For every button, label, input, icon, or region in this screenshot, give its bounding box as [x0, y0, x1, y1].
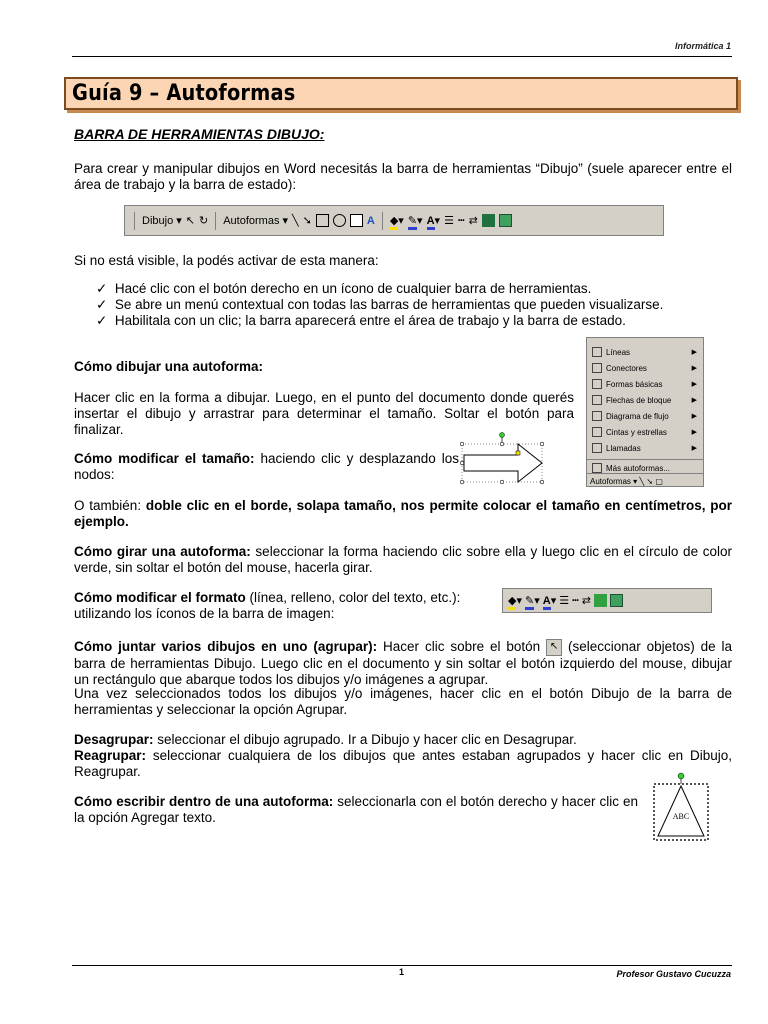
page-title: Guía 9 – Autoformas [72, 81, 296, 106]
textbox-icon[interactable] [350, 214, 363, 227]
menu-item-cintas[interactable]: Cintas y estrellas ▶ [587, 424, 703, 440]
arrow-style-icon[interactable]: ⇄ [468, 215, 478, 227]
escribir-paragraph: Cómo escribir dentro de una autoforma: seleccionarla con el botón derecho y hacer clic en la opción Agregar texto. [74, 794, 638, 825]
3d-icon[interactable] [499, 214, 512, 227]
connectors-icon [592, 363, 602, 373]
intro-paragraph: Para crear y manipular dibujos en Word necesitás la barra de herramientas “Dibujo” (suele aparecer entre el área de trabajo y la barra de estado): [74, 161, 732, 192]
menu-item-lineas[interactable]: Líneas ▶ [587, 344, 703, 360]
arrow-icon[interactable]: ➘ [302, 215, 312, 227]
line-color-icon[interactable]: ✎▾ [408, 214, 423, 227]
formato-paragraph: Cómo modificar el formato (línea, relleno, color del texto, etc.): utilizando los íconos de la barra de imagen: [74, 590, 461, 621]
menu-item-conectores[interactable]: Conectores ▶ [587, 360, 703, 376]
fill-color-icon[interactable]: ◆▾ [390, 214, 404, 227]
footer-rule [72, 965, 732, 966]
block-arrows-icon [592, 395, 602, 405]
line-color-icon[interactable]: ✎▾ [525, 594, 540, 607]
resize-node [460, 480, 464, 484]
submenu-arrow-icon: ▶ [691, 397, 697, 404]
wordart-icon[interactable]: A [366, 214, 375, 227]
submenu-arrow-icon: ▶ [691, 429, 697, 436]
submenu-arrow-icon: ▶ [691, 445, 697, 452]
stars-banners-icon [592, 427, 602, 437]
check-icon: ✓ [96, 313, 108, 328]
triangle-figure [652, 770, 710, 842]
adjust-handle [516, 451, 520, 455]
triangle-shape [652, 770, 710, 842]
select-objects-icon[interactable]: ↖ [185, 215, 195, 227]
menu-bar-autoformas[interactable]: Autoformas ▾ ╲ ➘ ▢ [587, 473, 703, 488]
menu-item-flechas[interactable]: Flechas de bloque ▶ [587, 392, 703, 408]
font-color-icon[interactable]: A▾ [543, 594, 556, 607]
toolbar-separator [215, 212, 216, 230]
dash-style-icon[interactable]: ┅ [457, 215, 465, 227]
drawing-toolbar [124, 205, 664, 236]
line-style-icon[interactable]: ☰ [444, 215, 454, 227]
checklist [96, 281, 663, 329]
girar-paragraph: Cómo girar una autoforma: seleccionar la forma haciendo clic sobre ella y luego clic en el círculo de color verde, sin soltar el botón del mouse, hacerla girar. [74, 544, 732, 575]
rotate-icon[interactable]: ↻ [198, 215, 209, 227]
visible-note: Si no está visible, la podés activar de esta manera: [74, 253, 379, 268]
resize-node [500, 442, 504, 446]
checklist-item: ✓ Habilitala con un clic; la barra aparecerá entre el área de trabajo y la barra de estado. [96, 313, 626, 328]
shadow-icon[interactable] [594, 594, 607, 607]
autoformas-menu [586, 337, 704, 487]
fill-color-icon[interactable]: ◆▾ [508, 594, 522, 607]
shadow-icon[interactable] [482, 214, 495, 227]
checklist-item: ✓ Hacé clic con el botón derecho en un ícono de cualquier barra de herramientas. [96, 281, 592, 296]
triangle-outline [658, 786, 704, 836]
menu-item-mas-autoformas[interactable]: Más autoformas... [587, 459, 703, 476]
agrupar-paragraph: Cómo juntar varios dibujos en uno (agrupar): Hacer clic sobre el botón ↖ (seleccionar objetos) de la barra de herramientas Dibujo. Luego clic en el documento y sin soltar el botón izquierdo del mouse, dibujar un rectángulo que abarque todos los dibujos y/o imágenes a agrupar. [74, 639, 733, 687]
dibujo-menu-button[interactable]: Dibujo ▾ [142, 215, 182, 227]
callouts-icon [592, 443, 602, 453]
check-icon: ✓ [96, 297, 108, 312]
autoformas-menu-button[interactable]: Autoformas ▾ [223, 215, 289, 227]
header-rule [72, 56, 732, 57]
arrow-shape-figure [456, 430, 552, 486]
page-number: 1 [399, 967, 405, 977]
toolbar-separator [382, 212, 383, 230]
tamano-paragraph: Cómo modificar el tamaño: haciendo clic y desplazando los nodos: [74, 451, 459, 482]
menu-item-diagrama[interactable]: Diagrama de flujo ▶ [587, 408, 703, 424]
checklist-item: ✓ Se abre un menú contextual con todas las barras de herramientas que pueden visualizarse. [96, 297, 664, 312]
submenu-arrow-icon: ▶ [691, 413, 697, 420]
3d-icon[interactable] [610, 594, 623, 607]
font-color-icon[interactable]: A▾ [427, 214, 440, 227]
triangle-text: ABC [672, 812, 690, 821]
line-icon: ╲ ➘ ▢ [637, 476, 663, 486]
menu-item-formas-basicas[interactable]: Formas básicas ▶ [587, 376, 703, 392]
dash-style-icon[interactable]: ┅ [572, 595, 579, 607]
dibujar-text: Hacer clic en la forma a dibujar. Luego, en el punto del documento donde querés insertar el dibujo y arrastrar para determinar el tamaño. Soltar el botón para finalizar. [74, 390, 574, 437]
tambien-paragraph: O también: doble clic en el borde, solapa tamaño, nos permite colocar el tamaño en centímetros, por ejemplo. [74, 498, 732, 529]
format-toolbar [502, 588, 712, 613]
dibujar-heading: Cómo dibujar una autoforma: [74, 359, 263, 374]
rotate-handle-icon [500, 433, 505, 438]
desagrupar-paragraph: Desagrupar: seleccionar el dibujo agrupado. Ir a Dibujo y hacer clic en Desagrupar. [74, 732, 577, 747]
line-icon[interactable]: ╲ [292, 215, 299, 227]
resize-node [460, 442, 464, 446]
rotate-handle-icon [678, 773, 684, 779]
submenu-arrow-icon: ▶ [691, 349, 697, 356]
menu-item-llamadas[interactable]: Llamadas ▶ [587, 440, 703, 456]
header-course: Informática 1 [674, 41, 731, 51]
block-arrow-shape [464, 444, 542, 482]
resize-node [540, 442, 544, 446]
submenu-arrow-icon: ▶ [691, 365, 697, 372]
resize-node [540, 480, 544, 484]
arrow-style-icon[interactable]: ⇄ [581, 595, 591, 607]
resize-node [500, 480, 504, 484]
lines-icon [592, 347, 602, 357]
oval-icon[interactable] [333, 214, 346, 227]
footer-author: Profesor Gustavo Cucuzza [616, 969, 731, 979]
line-style-icon[interactable]: ☰ [559, 595, 570, 607]
agrupar-paragraph-2: Una vez seleccionados todos los dibujos y/o imágenes, hacer clic en el botón Dibujo de la barra de herramientas y seleccionar la opción Agrupar. [74, 686, 732, 717]
flowchart-icon [592, 411, 602, 421]
submenu-arrow-icon: ▶ [691, 381, 697, 388]
more-autoshapes-icon [592, 463, 602, 473]
reagrupar-paragraph: Reagrupar: seleccionar cualquiera de los dibujos que antes estaban agrupados y hacer clic en Dibujo, Reagrupar. [74, 748, 732, 779]
rectangle-icon[interactable] [316, 214, 329, 227]
resize-node [460, 461, 464, 465]
toolbar-grip [134, 212, 135, 230]
basic-shapes-icon [592, 379, 602, 389]
select-objects-icon: ↖ [546, 639, 562, 656]
check-icon: ✓ [96, 281, 108, 296]
section-heading: BARRA DE HERRAMIENTAS DIBUJO: [74, 126, 325, 142]
